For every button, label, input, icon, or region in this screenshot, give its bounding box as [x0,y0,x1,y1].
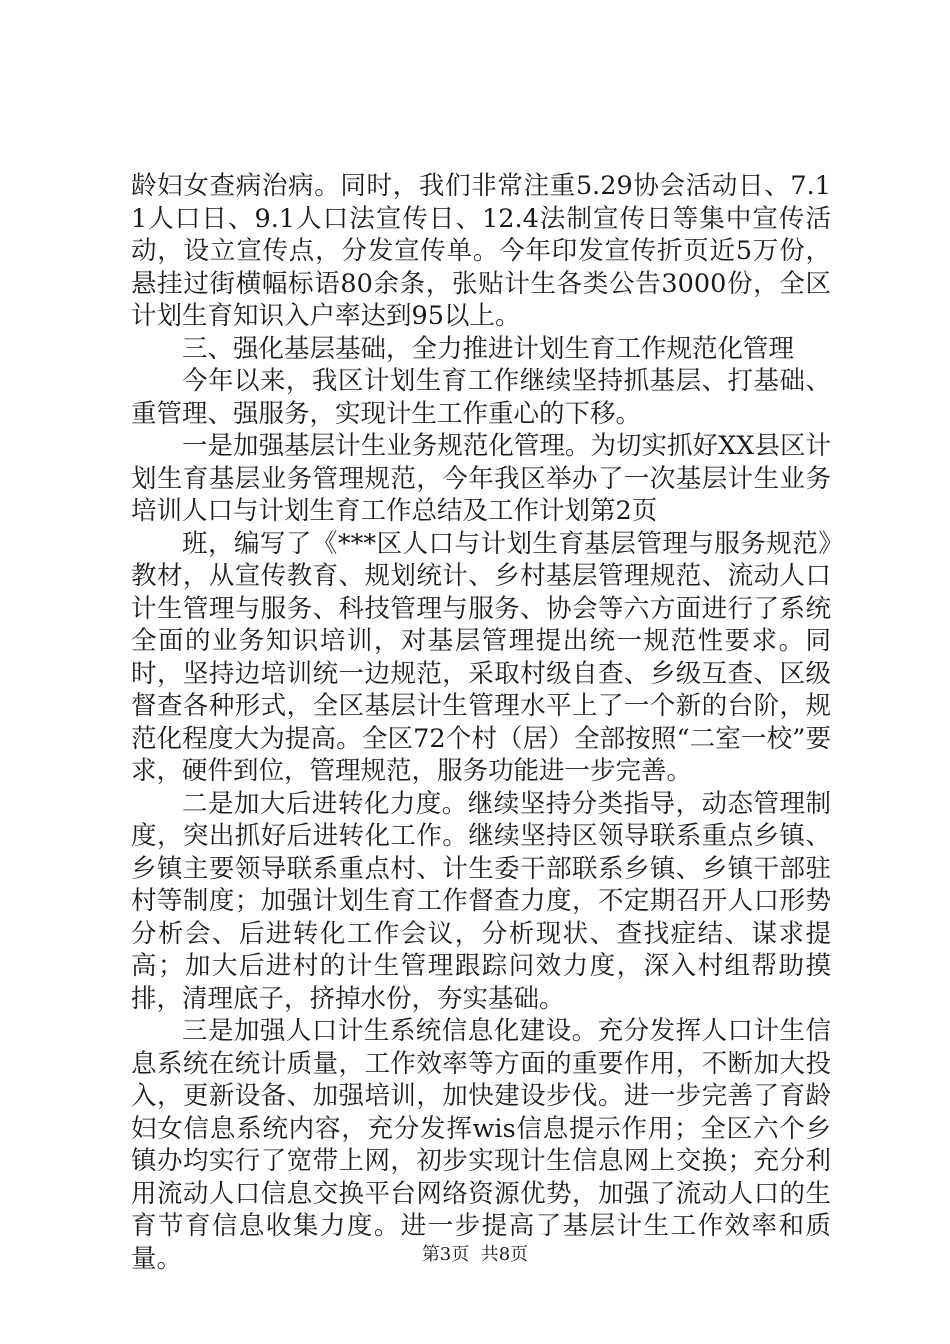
paragraph-business-standardization: 一是加强基层计生业务规范化管理。为切实抓好XX县区计划生育基层业务管理规范，今年我区举办了一次基层计生业务培训人口与计划生育工作总结及工作计划第2页 [131,431,831,526]
section-heading-grassroots: 三、强化基层基础，全力推进计划生育工作规范化管理 [182,333,795,364]
document-body [131,170,831,1275]
paragraph-promotion-activities: 龄妇女查病治病。同时，我们非常注重5.29协会活动日、7.11人口日、9.1人口法宣传日、12.4法制宣传日等集中宣传活动，设立宣传点，分发宣传单。今年印发宣传折页近5万份，悬挂过街横幅标语80余条，张贴计生各类公告3000份，全区计划生育知识入户率达到95以上。 [131,171,831,331]
page-footer: 第3页 共8页 [421,1244,529,1265]
paragraph-section-intro: 今年以来，我区计划生育工作继续坚持抓基层、打基础、重管理、强服务，实现计生工作重心的下移。 [131,366,831,429]
paragraph-training-textbook: 班，编写了《***区人口与计划生育基层管理与服务规范》教材，从宣传教育、规划统计、乡村基层管理规范、流动人口计生管理与服务、科技管理与服务、协会等六方面进行了系统全面的业务知识培训，对基层管理提出统一规范性要求。同时，坚持边培训统一边规范，采取村级自查、乡级互查、区级督查各种形式，全区基层计生管理水平上了一个新的台阶，规范化程度大为提高。全区72个村（居）全部按照“二室一校”要求，硬件到位，管理规范，服务功能进一步完善。 [131,528,831,786]
paragraph-backward-transformation: 二是加大后进转化力度。继续坚持分类指导，动态管理制度，突出抓好后进转化工作。继续坚持区领导联系重点乡镇、乡镇主要领导联系重点村、计生委干部联系乡镇、乡镇干部驻村等制度；加强计划生育工作督查力度，不定期召开人口形势分析会、后进转化工作会议，分析现状、查找症结、谋求提高；加大后进村的计生管理跟踪问效力度，深入村组帮助摸排，清理底子，挤掉水份，夯实基础。 [131,788,831,1014]
paragraph-informatization: 三是加强人口计生系统信息化建设。充分发挥人口计生信息系统在统计质量，工作效率等方面的重要作用，不断加大投入，更新设备、加强培训，加快建设步伐。进一步完善了育龄妇女信息系统内容，充分发挥wis信息提示作用；全区六个乡镇办均实行了宽带上网，初步实现计生信息网上交换；充分利用流动人口信息交换平台网络资源优势，加强了流动人口的生育节育信息收集力度。进一步提高了基层计生工作效率和质量。 [131,1016,831,1274]
